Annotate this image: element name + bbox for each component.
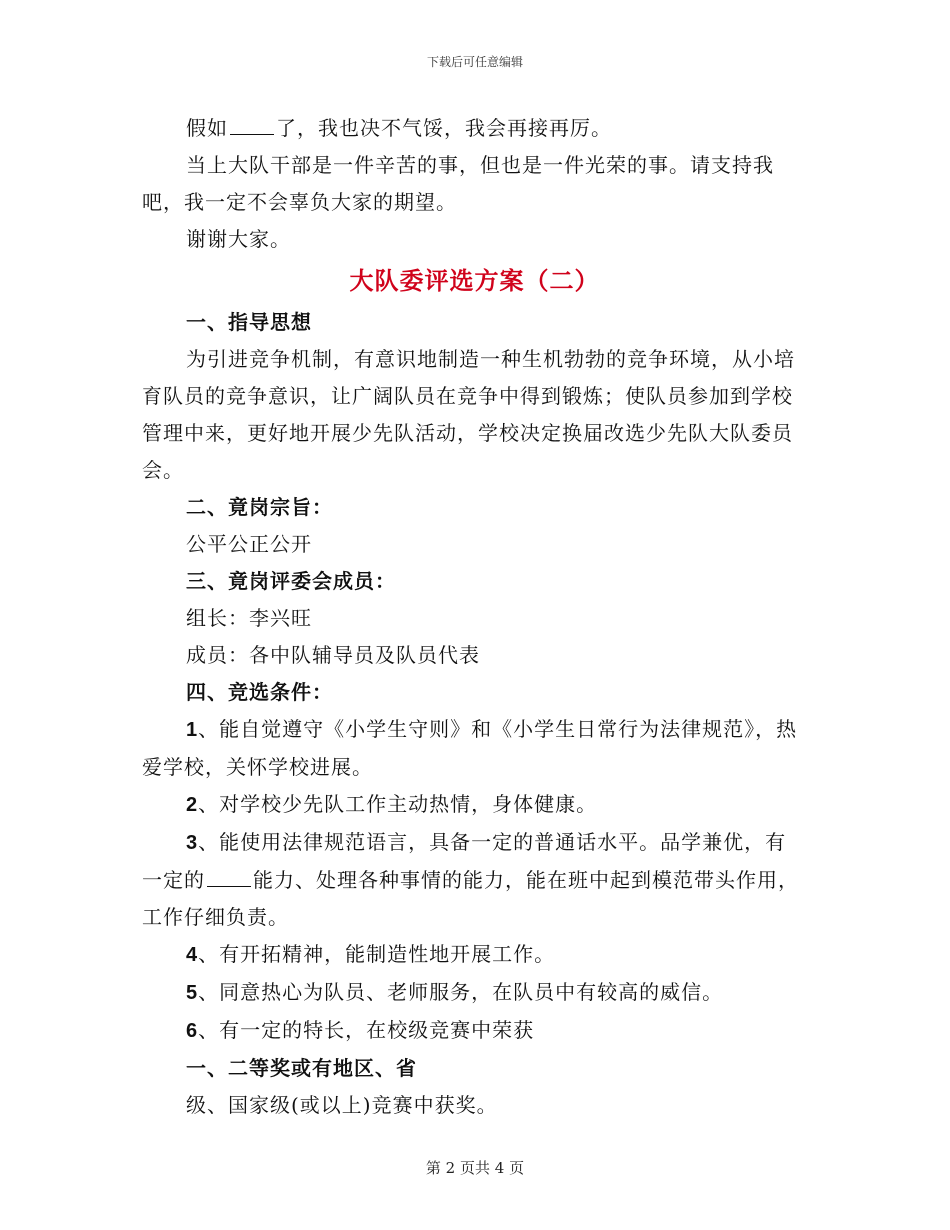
section-body-1: 为引进竞争机制，有意识地制造一种生机勃勃的竞争环境，从小培育队员的竞争意识，让广阔队员在竞争中得到锻炼；使队员参加到学校管理中来，更好地开展少先队活动，学校决定换届改选少先队大队委员会。 [142,347,795,482]
item-number: 4 [186,944,199,966]
page-footer: 第 2 页共 4 页 [425,1159,525,1177]
item-number: 1 [186,719,199,741]
item-number: 6 [186,1020,199,1042]
condition-item-2 [142,786,807,824]
intro-paragraph-3: 谢谢大家。 [186,227,291,251]
committee-members: 成员：各中队辅导员及队员代表 [186,643,480,667]
item-number: 5 [186,982,199,1004]
item-text: 能力、处理各种事情的能力，能在班中起到模范带头作用，工作仔细负责。 [142,868,799,929]
condition-item-4 [142,936,807,974]
award-heading: 一、二等奖或有地区、省 [186,1056,417,1080]
text-run: 了，我也决不气馁，我会再接再厉。 [276,116,612,140]
condition-item-6 [142,1012,807,1050]
item-number: 2 [186,794,199,816]
condition-item-5 [142,974,807,1012]
condition-item-3 [142,824,807,936]
condition-item-1 [142,711,807,786]
section-heading-2: 二、竟岗宗旨： [186,495,333,519]
item-text: 、同意热心为队员、老师服务，在队员中有较高的威信。 [198,980,724,1004]
intro-paragraph-2: 当上大队干部是一件辛苦的事，但也是一件光荣的事。请支持我吧，我一定不会辜负大家的期望。 [142,153,774,214]
item-number: 3 [186,832,199,854]
item-text: 、能使用法律规范语言，具备一定的普通话水平。品学兼优，有一定的 [142,830,787,892]
text-run: 假如 [186,116,228,140]
item-text: 、有一定的特长，在校级竞赛中荣获 [198,1018,535,1042]
item-text: 、有开拓精神，能制造性地开展工作。 [198,942,556,966]
blank-underline [207,885,251,887]
item-text: 、能自觉遵守《小学生守则》和《小学生日常行为法律规范》，热爱学校，关怀学校进展。 [142,717,798,779]
document-body [142,110,807,1124]
page-header: 下载后可任意编辑 [426,55,523,69]
section-heading-1: 一、指导思想 [186,310,312,334]
section-heading-3: 三、竟岗评委会成员： [186,569,396,593]
document-title: 大队委评选方案（二） [349,266,600,295]
section-heading-4: 四、竞选条件： [186,680,333,704]
award-body: 级、国家级(或以上)竞赛中获奖。 [186,1093,498,1117]
item-text: 、对学校少先队工作主动热情，身体健康。 [198,792,598,816]
committee-leader: 组长：李兴旺 [186,606,312,630]
blank-underline [230,133,274,135]
intro-paragraph-1 [142,110,807,147]
section-body-2: 公平公正公开 [186,532,312,556]
